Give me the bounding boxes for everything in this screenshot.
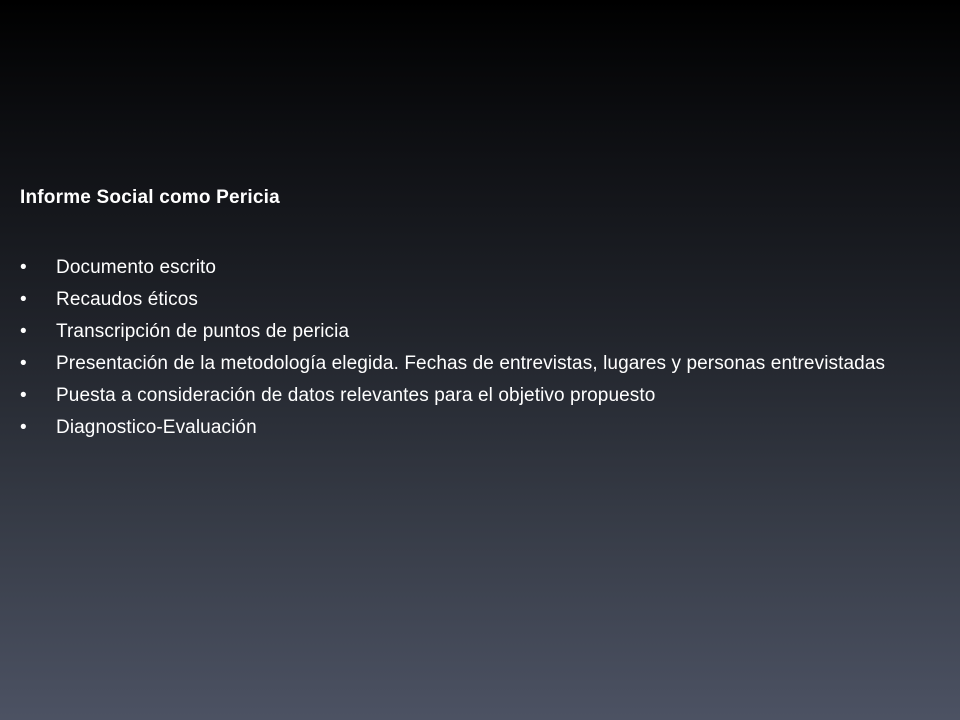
bullet-item <box>20 288 950 312</box>
bullet-marker: • <box>20 353 27 374</box>
bullet-item <box>20 384 950 408</box>
bullet-item <box>20 256 950 280</box>
bullet-item <box>20 320 950 344</box>
bullet-list <box>20 256 950 440</box>
bullet-text: Documento escrito <box>56 257 217 278</box>
bullet-marker: • <box>20 321 27 342</box>
bullet-text: Puesta a consideración de datos relevantes para el objetivo propuesto <box>56 385 656 406</box>
bullet-text: Diagnostico-Evaluación <box>56 417 257 438</box>
bullet-text: Recaudos éticos <box>56 289 198 310</box>
slide-content <box>20 184 950 448</box>
bullet-marker: • <box>20 385 27 406</box>
bullet-text: Presentación de la metodología elegida. Fechas de entrevistas, lugares y personas entrevistadas <box>56 353 886 374</box>
bullet-marker: • <box>20 417 27 438</box>
bullet-text: Transcripción de puntos de pericia <box>56 321 350 342</box>
bullet-item <box>20 352 950 376</box>
slide-title: Informe Social como Pericia <box>20 187 280 208</box>
bullet-item <box>20 416 950 440</box>
bullet-marker: • <box>20 289 27 310</box>
bullet-marker: • <box>20 257 27 278</box>
